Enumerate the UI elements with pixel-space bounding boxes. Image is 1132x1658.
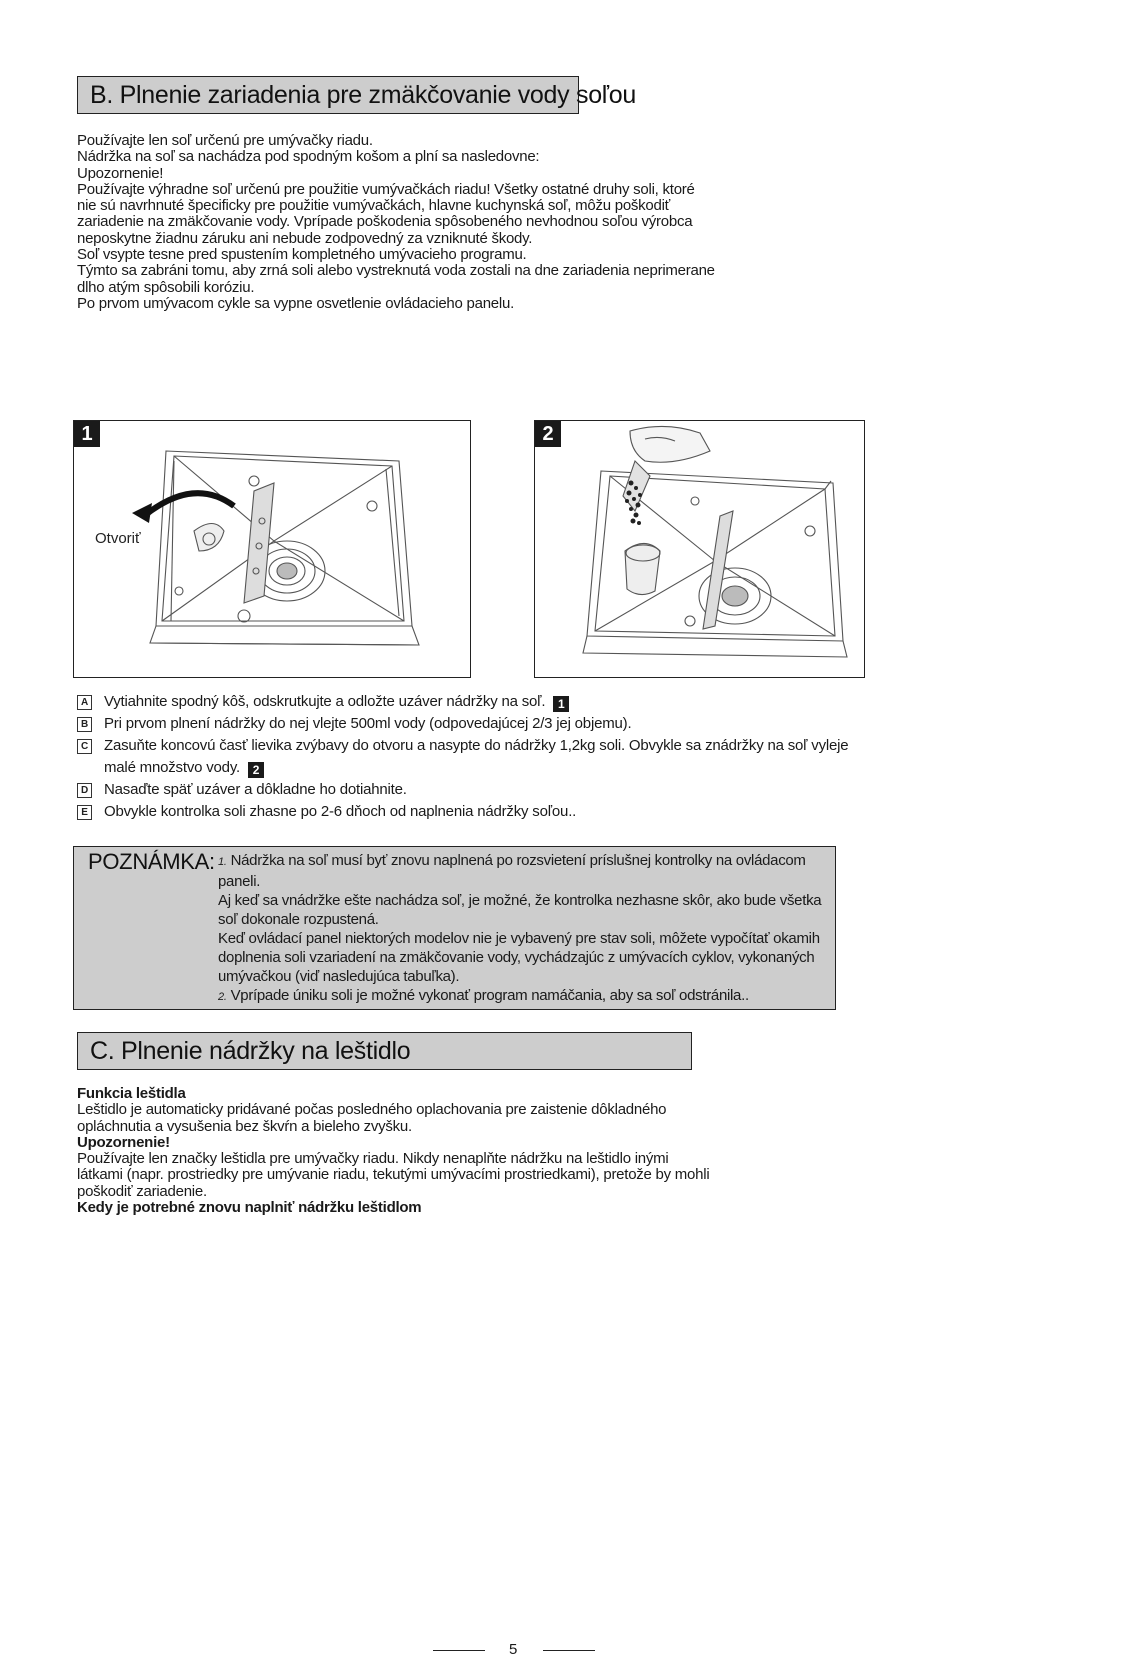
step-letter-b: B <box>77 717 92 732</box>
list-item <box>77 779 877 801</box>
intro-line: Používajte výhradne soľ určenú pre použitie vumývačkách riadu! Všetky ostatné druhy soli, ktoré nie sú navrhnuté špecificky pre použitie vumývačkách, hlavne kuchynská soľ, môžu poškodiť zariadenie na zmäkčovanie vody. Vprípade poškodenia spôsobeného nevhodnou soľou výrobca neposkytne žiadnu záruku ani nebude zodpovedný za vzniknuté škody. <box>77 180 695 247</box>
figure-1-badge: 1 <box>74 421 100 447</box>
note-text: Keď ovládací panel niektorých modelov nie je vybavený pre stav soli, môžete vypočítať okamih doplnenia soli vzariadení na zmäkčovanie vody, vychádzajúc z umývacích cyklov, vykonaných umývačkou (viď nasledujúca tabuľka). <box>218 930 820 985</box>
page-number: 5 <box>509 1641 518 1658</box>
figure-2-badge: 2 <box>535 421 561 447</box>
note-title: POZNÁMKA: <box>88 849 215 874</box>
rinse-aid-function-heading: Funkcia leštidla <box>77 1085 186 1102</box>
rinse-aid-function-text: Leštidlo je automaticky pridávané počas posledného oplachovania pre zaistenie dôkladného opláchnutia a vysušenia bez škvŕn a bieleho zvyšku. <box>77 1101 667 1135</box>
figure-ref-badge: 1 <box>553 696 569 712</box>
note-item <box>218 986 830 1007</box>
figure-1 <box>73 420 471 678</box>
step-text: Vytiahnite spodný kôš, odskrutkujte a odložte uzáver nádržky na soľ. <box>104 693 546 710</box>
dishwasher-floor-illustration-open <box>74 421 470 677</box>
step-text: Pri prvom plnení nádržky do nej vlejte 500ml vody (odpovedajúcej 2/3 jej objemu). <box>104 715 632 732</box>
list-item <box>77 801 877 823</box>
intro-line: Nádržka na soľ sa nachádza pod spodným košom a plní sa nasledovne: <box>77 148 540 166</box>
refill-heading: Kedy je potrebné znovu naplniť nádržku leštidlom <box>77 1199 422 1217</box>
list-item <box>77 691 877 713</box>
note-box <box>73 846 836 1010</box>
dishwasher-floor-illustration-fill <box>535 421 864 677</box>
list-item <box>77 735 877 779</box>
note-text: Nádržka na soľ musí byť znovu naplnená po rozsvietení príslušnej kontrolky na ovládacom paneli. <box>218 852 806 890</box>
section-c-title: C. Plnenie nádržky na leštidlo <box>77 1032 692 1070</box>
figure-2 <box>534 420 865 678</box>
note-number: 2. <box>218 991 227 1003</box>
list-item <box>77 713 877 735</box>
intro-line: Týmto sa zabráni tomu, aby zrná soli alebo vystreknutá voda zostali na dne zariadenia neprimerane dlho atým spôsobili koróziu. <box>77 262 715 296</box>
warning-text: Používajte len značky leštidla pre umývačky riadu. Nikdy nenaplňte nádržku na leštidlo inými látkami (napr. prostriedky pre umývanie riadu, tekutými umývacími prostriedkami), pretože by mohli poškodiť zariadenie. <box>77 1150 710 1200</box>
intro-line: Upozornenie! <box>77 164 164 182</box>
note-number: 1. <box>218 856 227 868</box>
warning-heading: Upozornenie! <box>77 1133 170 1151</box>
step-letter-a: A <box>77 695 92 710</box>
section-c-body <box>77 1086 717 1216</box>
step-letter-c: C <box>77 739 92 754</box>
footer-rule-left <box>433 1650 485 1651</box>
note-text: Vprípade úniku soli je možné vykonať program namáčania, aby sa soľ odstránila.. <box>230 987 749 1004</box>
note-item <box>218 929 830 986</box>
step-text: Nasaďte späť uzáver a dôkladne ho dotiahnite. <box>104 781 407 798</box>
note-text: Aj keď sa vnádržke ešte nachádza soľ, je možné, že kontrolka nezhasne skôr, ako bude všetka soľ dokonale rozpustená. <box>218 892 822 928</box>
step-letter-e: E <box>77 805 92 820</box>
intro-line: Po prvom umývacom cykle sa vypne osvetlenie ovládacieho panelu. <box>77 294 514 312</box>
note-item <box>218 891 830 929</box>
intro-line: Používajte len soľ určenú pre umývačky riadu. <box>77 132 373 149</box>
footer-rule-right <box>543 1650 595 1651</box>
figure-ref-badge: 2 <box>248 762 264 778</box>
section-b-title: B. Plnenie zariadenia pre zmäkčovanie vody soľou <box>77 76 579 114</box>
note-body <box>218 851 830 1007</box>
note-item <box>218 851 830 891</box>
steps-list <box>77 691 877 823</box>
section-b-intro <box>77 133 717 312</box>
step-text: Obvykle kontrolka soli zhasne po 2-6 dňoch od naplnenia nádržky soľou.. <box>104 803 577 820</box>
step-text: Zasuňte koncovú časť lievika zvýbavy do otvoru a nasypte do nádržky 1,2kg soli. Obvykle sa znádržky na soľ vyleje malé množstvo vody. <box>104 737 849 776</box>
intro-line: Soľ vsypte tesne pred spustením kompletného umývacieho programu. <box>77 246 527 264</box>
open-label: Otvoriť <box>95 530 141 547</box>
step-letter-d: D <box>77 783 92 798</box>
